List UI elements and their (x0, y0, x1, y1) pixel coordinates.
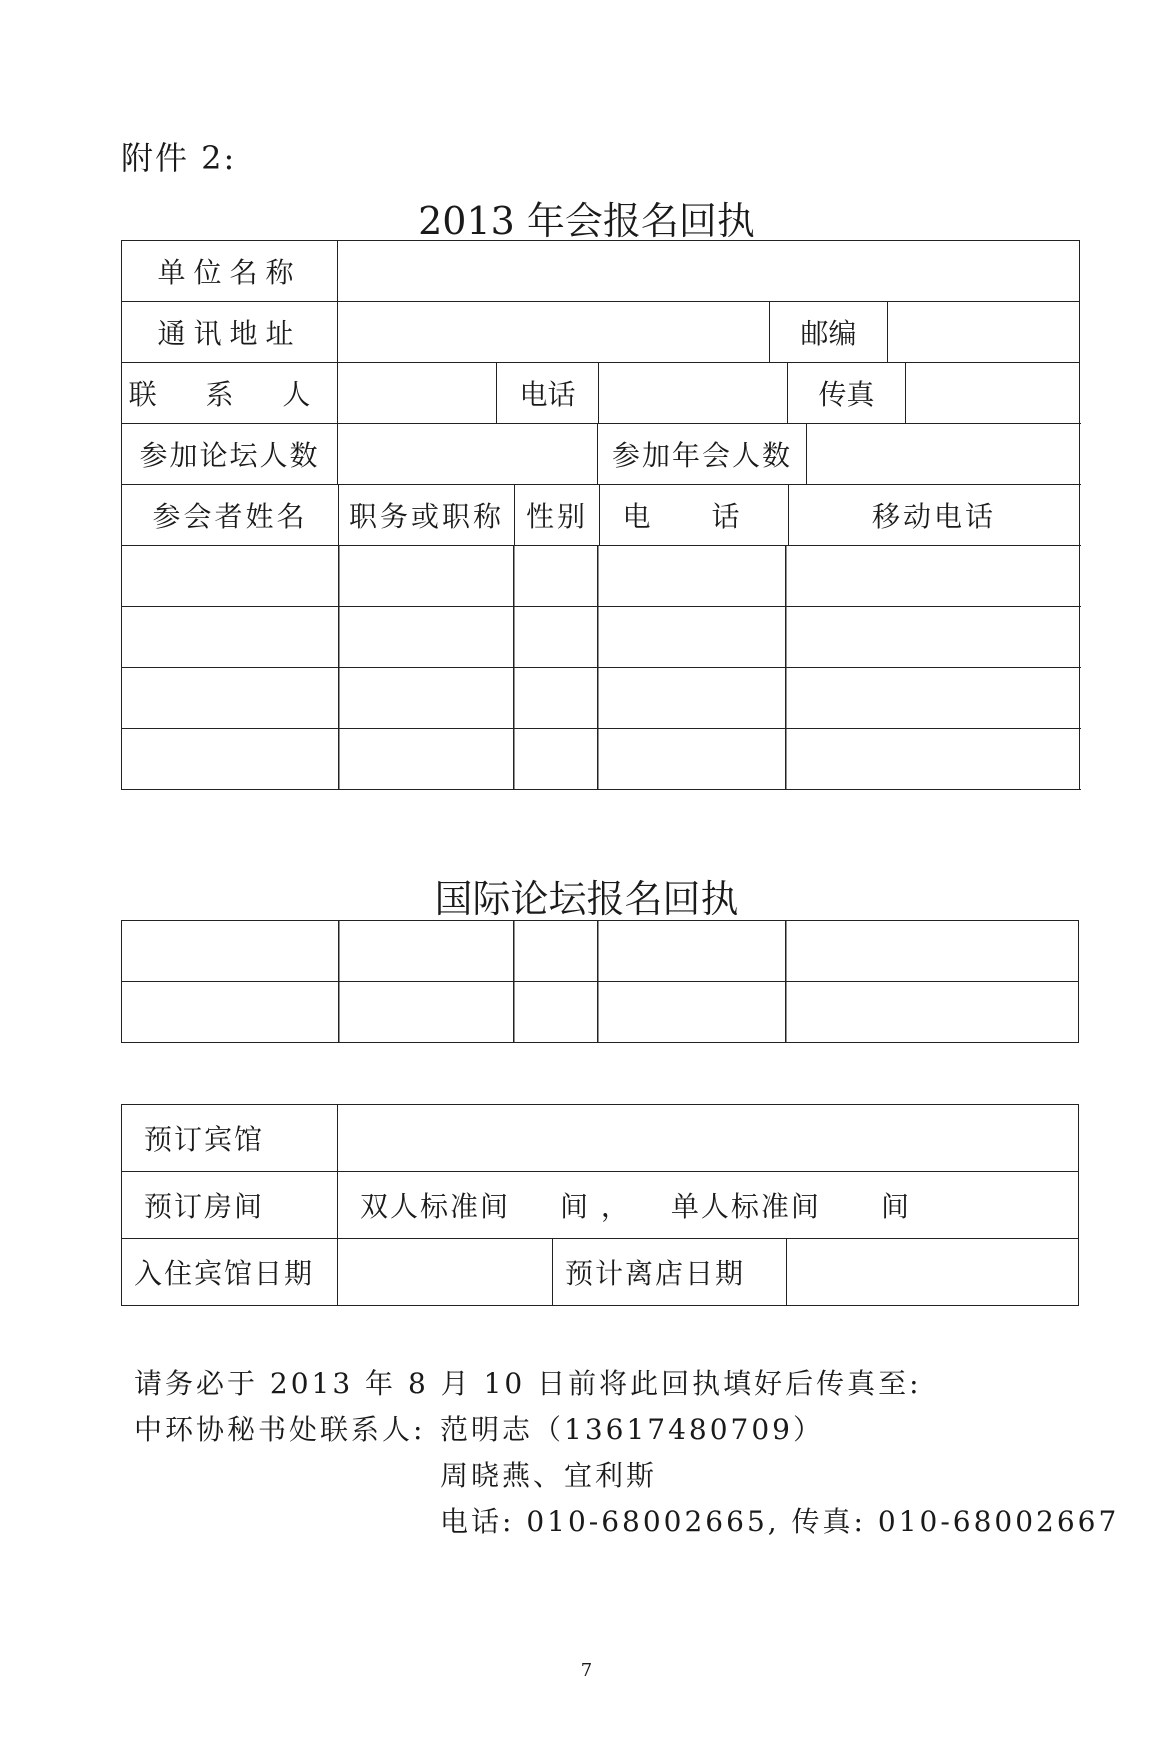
form1-title: 2013 年会报名回执 (418, 199, 755, 243)
book-room-label: 预订房间 (122, 1172, 338, 1238)
hotel-booking-table (121, 1104, 1079, 1306)
participants-header-row (122, 485, 1079, 545)
forum-count-label: 参加论坛人数 (122, 424, 338, 485)
col-phone: 电 话 (600, 485, 789, 545)
room-unit-1: 间 ， (560, 1190, 631, 1223)
address-input[interactable] (338, 302, 770, 363)
annual-meeting-registration-table (121, 240, 1080, 790)
forum-row[interactable] (122, 982, 1078, 1042)
col-mobile: 移动电话 (872, 500, 997, 533)
participant-row[interactable] (122, 607, 1079, 667)
col-title: 职务或职称 (339, 485, 515, 545)
address-label: 通讯地址 (122, 302, 338, 363)
meeting-count-input[interactable] (807, 424, 1079, 484)
forum-row[interactable] (122, 921, 1078, 981)
participant-row[interactable] (122, 729, 1079, 789)
meeting-count-label: 参加年会人数 (598, 424, 807, 484)
forum-registration-table (121, 920, 1079, 1043)
contact-label: 联 系 人 (122, 363, 338, 424)
checkout-label: 预计离店日期 (553, 1239, 787, 1305)
fax-label: 传真 (788, 363, 906, 423)
participant-row[interactable] (122, 668, 1079, 728)
checkout-input[interactable] (787, 1239, 1078, 1305)
attachment-label: 附件 2: (121, 139, 237, 177)
participant-row[interactable] (122, 546, 1079, 606)
note-deadline: 请务必于 2013 年 8 月 10 日前将此回执填好后传真至: (134, 1367, 922, 1400)
note-contact-label: 中环协秘书处联系人: (134, 1413, 426, 1446)
double-room-text: 双人标准间 (360, 1190, 511, 1223)
phone-label: 电话 (497, 363, 599, 423)
postcode-label: 邮编 (770, 302, 888, 362)
postcode-input[interactable] (888, 302, 1079, 362)
contact-input[interactable] (338, 363, 497, 423)
note-contact-value: 范明志（13617480709） (440, 1413, 824, 1446)
page-number: 7 (580, 1660, 593, 1681)
checkin-label: 入住宾馆日期 (122, 1239, 338, 1305)
col-gender: 性别 (515, 485, 600, 545)
book-hotel-input[interactable] (338, 1105, 1078, 1171)
unit-name-input[interactable] (338, 241, 1080, 302)
unit-name-label: 单位名称 (122, 241, 338, 302)
note-phone-fax: 电话: 010-68002665, 传真: 010-68002667 (440, 1505, 1120, 1538)
forum-count-input[interactable] (338, 424, 598, 484)
room-unit-2: 间 (880, 1190, 911, 1223)
phone-input[interactable] (599, 363, 788, 423)
book-hotel-label: 预订宾馆 (122, 1105, 338, 1171)
fax-input[interactable] (906, 363, 1079, 423)
col-name: 参会者姓名 (122, 485, 339, 545)
single-room-text: 单人标准间 (670, 1190, 821, 1223)
note-contact-names: 周晓燕、宜利斯 (440, 1459, 658, 1492)
checkin-input[interactable] (338, 1239, 553, 1305)
form2-title: 国际论坛报名回执 (434, 877, 739, 921)
book-room-field[interactable] (338, 1172, 1078, 1238)
